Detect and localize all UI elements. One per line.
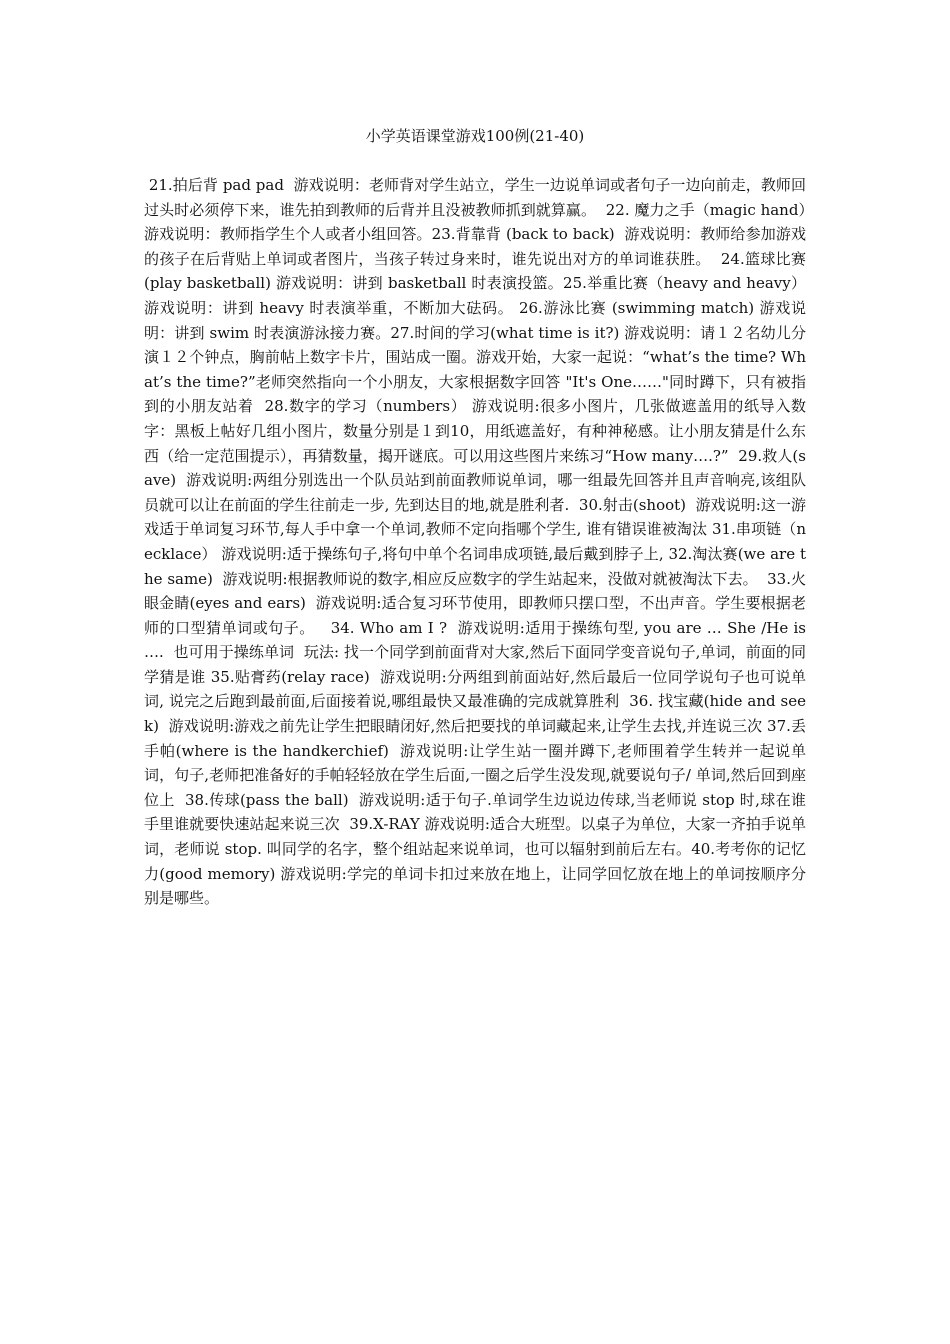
document-body-paragraph: 21.拍后背 pad pad 游戏说明：老师背对学生站立，学生一边说单词或者句子一边向前走，教师回过头时必须停下来，谁先拍到教师的后背并且没被教师抓到就算赢。 22. 魔力之手（magic hand）游戏说明：教师指学生个人或者小组回答。23.背靠背 (back to back) 游戏说明：教师给参加游戏的孩子在后背贴上单词或者图片，当孩子转过身来时，谁先说出对方的单词谁获胜。 24.篮球比赛(play basketball) 游戏说明：讲到 basketball 时表演投篮。25.举重比赛（heavy and heavy） 游戏说明：讲到 heavy 时表演举重，不断加大砝码。 26.游泳比赛 (swimming match) 游戏说明：讲到 swim 时表演游泳接力赛。27.时间的学习(what time is it?) 游戏说明：请１２名幼儿分演１２个钟点，胸前帖上数字卡片，围站成一圈。游戏开始，大家一起说：“what’s the time? What’s the time?”老师突然指向一个小朋友，大家根据数字回答 "It's One……"同时蹲下，只有被指到的小朋友站着 28.数字的学习（numbers） 游戏说明:很多小图片，几张做遮盖用的纸导入数字：黑板上帖好几组小图片，数量分别是１到10，用纸遮盖好，有种神秘感。让小朋友猜是什么东西（给一定范围提示），再猜数量，揭开谜底。可以用这些图片来练习“How many….?” 29.救人(save) 游戏说明:两组分别选出一个队员站到前面教师说单词，哪一组最先回答并且声音响亮,该组队员就可以让在前面的学生往前走一步, 先到达目的地,就是胜利者. 30.射击(shoot) 游戏说明:这一游戏适于单词复习环节,每人手中拿一个单词,教师不定向指哪个学生, 谁有错误谁被淘汰 31.串项链（necklace） 游戏说明:适于操练句子,将句中单个名词串成项链,最后戴到脖子上, 32.淘汰赛(we are the same) 游戏说明:根据教师说的数字,相应反应数字的学生站起来，没做对就被淘汰下去。 33.火眼金睛(eyes and ears) 游戏说明:适合复习环节使用，即教师只摆口型，不出声音。学生要根据老师的口型猜单词或句子。 34. Who am I ? 游戏说明:适用于操练句型, you are … She /He is …. 也可用于操练单词 玩法: 找一个同学到前面背对大家,然后下面同学变音说句子,单词，前面的同学猜是谁 35.贴膏药(relay race) 游戏说明:分两组到前面站好,然后最后一位同学说句子也可说单词, 说完之后跑到最前面,后面接着说,哪组最快又最准确的完成就算胜利 36. 找宝藏(hide and seek) 游戏说明:游戏之前先让学生把眼睛闭好,然后把要找的单词藏起来,让学生去找,并连说三次 37.丢手帕(where is the handkerchief) 游戏说明:让学生站一圈并蹲下,老师围着学生转并一起说单词，句子,老师把准备好的手帕轻轻放在学生后面,一圈之后学生没发现,就要说句子/ 单词,然后回到座位上 38.传球(pass the ball) 游戏说明:适于句子.单词学生边说边传球,当老师说 stop 时,球在谁手里谁就要快速站起来说三次 39.X-RAY 游戏说明:适合大班型。以桌子为单位，大家一齐拍手说单词，老师说 stop. 叫同学的名字，整个组站起来说单词，也可以辐射到前后左右。40.考考你的记忆力(good memory) 游戏说明:学完的单词卡扣过来放在地上，让同学回忆放在地上的单词按顺序分别是哪些。 — [144, 176, 816, 908]
document-title: 小学英语课堂游戏100例(21-40) — [365, 127, 585, 145]
